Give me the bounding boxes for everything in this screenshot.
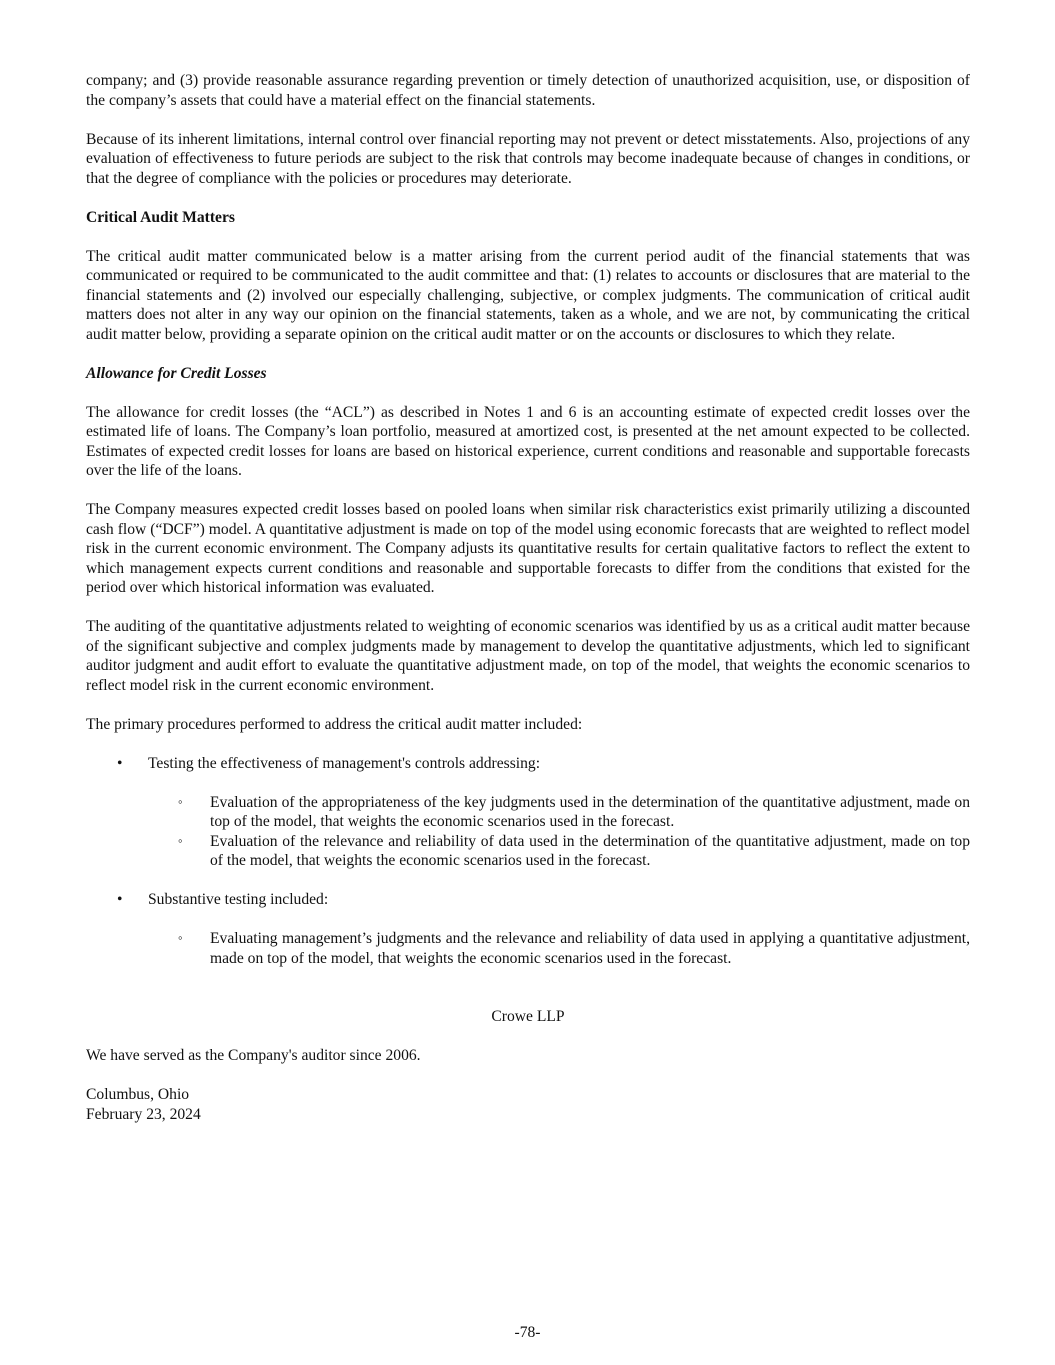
list-item-label: Testing the effectiveness of management's controls addressing: <box>148 754 541 772</box>
bullet-icon: • <box>117 891 123 908</box>
sub-list-item-text: Evaluation of the appropriateness of the key judgments used in the determination of the quantitative adjustment, made on top of the model, that weights the economic scenarios used in the forecast. <box>210 793 970 830</box>
list-item-label: Substantive testing included: <box>148 891 329 908</box>
paragraph-acl-cam-reason: The auditing of the quantitative adjustments related to weighting of economic scenarios was identified by us as a critical audit matter because of the significant subjective and complex judgments made by management to develop the quantitative adjustments, which led to significant auditor judgment and audit effort to evaluate the quantitative adjustment made, on top of the model, that weights the economic scenarios to reflect model risk in the current economic environment. <box>86 618 970 694</box>
sub-list-item <box>86 929 970 968</box>
paragraph-limitations: Because of its inherent limitations, internal control over financial reporting may not prevent or detect misstatements. Also, projections of any evaluation of effectiveness to future periods are subject to the risk that controls may become inadequate because of changes in conditions, or that the degree of compliance with the policies or procedures may deteriorate. <box>86 130 970 187</box>
subheading-allowance-credit-losses: Allowance for Credit Losses <box>86 364 267 382</box>
sub-list-item <box>86 832 970 871</box>
sub-list-controls <box>86 793 970 871</box>
section-heading-critical-audit-matters: Critical Audit Matters <box>86 208 235 226</box>
auditor-tenure: We have served as the Company's auditor since 2006. <box>86 1047 421 1064</box>
list-item-controls-testing <box>86 754 970 774</box>
report-city: Columbus, Ohio <box>86 1086 190 1103</box>
report-date: February 23, 2024 <box>86 1105 201 1123</box>
bullet-icon: • <box>117 754 123 772</box>
circle-bullet-icon: ◦ <box>178 832 183 848</box>
paragraph-acl-measurement: The Company measures expected credit losses based on pooled loans when similar risk characteristics exist primarily utilizing a discounted cash flow (“DCF”) model. A quantitative adjustment is made on top of the model using economic forecasts that are weighted to reflect model risk in the current economic environment. The Company adjusts its quantitative results for certain qualitative factors to reflect the extent to which management expects current conditions and reasonable and supportable forecasts to differ from the conditions that existed for the period over which historical information was evaluated. <box>86 501 970 596</box>
sub-list-item-text: Evaluating management’s judgments and the relevance and reliability of data used in applying a quantitative adjustment, made on top of the model, that weights the economic scenarios used in the forecast. <box>210 930 970 967</box>
paragraph-acl-description: The allowance for credit losses (the “ACL”) as described in Notes 1 and 6 is an accounting estimate of expected credit losses over the estimated life of loans. The Company’s loan portfolio, measured at amortized cost, is presented at the net amount expected to be collected. Estimates of expected credit losses for loans are based on historical experience, current conditions and reasonable and supportable forecasts over the life of the loans. <box>86 403 970 479</box>
paragraph-procedures-intro: The primary procedures performed to address the critical audit matter included: <box>86 715 583 733</box>
document-page <box>86 71 970 1124</box>
paragraph-assurance: company; and (3) provide reasonable assurance regarding prevention or timely detection of unauthorized acquisition, use, or disposition of the company’s assets that could have a material effect on the financial statements. <box>86 72 970 109</box>
sub-list-substantive <box>86 929 970 968</box>
sub-list-item-text: Evaluation of the relevance and reliability of data used in the determination of the quantitative adjustment, made on top of the model, that weights the economic scenarios used in the forecast. <box>210 832 970 869</box>
circle-bullet-icon: ◦ <box>178 793 183 809</box>
paragraph-cam-intro: The critical audit matter communicated below is a matter arising from the current period audit of the financial statements that was communicated or required to be communicated to the audit committee and that: (1) relates to accounts or disclosures that are material to the financial statements and (2) involved our especially challenging, subjective, or complex judgments. The communication of critical audit matters does not alter in any way our opinion on the financial statements, taken as a whole, and we are not, by communicating the critical audit matter below, providing a separate opinion on the critical audit matter or on the accounts or disclosures to which they relate. <box>86 247 970 343</box>
auditor-signature: Crowe LLP <box>491 1008 565 1025</box>
sub-list-item <box>86 793 970 832</box>
circle-bullet-icon: ◦ <box>178 930 183 945</box>
page-number: -78- <box>514 1324 541 1341</box>
list-item-substantive-testing <box>86 890 970 910</box>
